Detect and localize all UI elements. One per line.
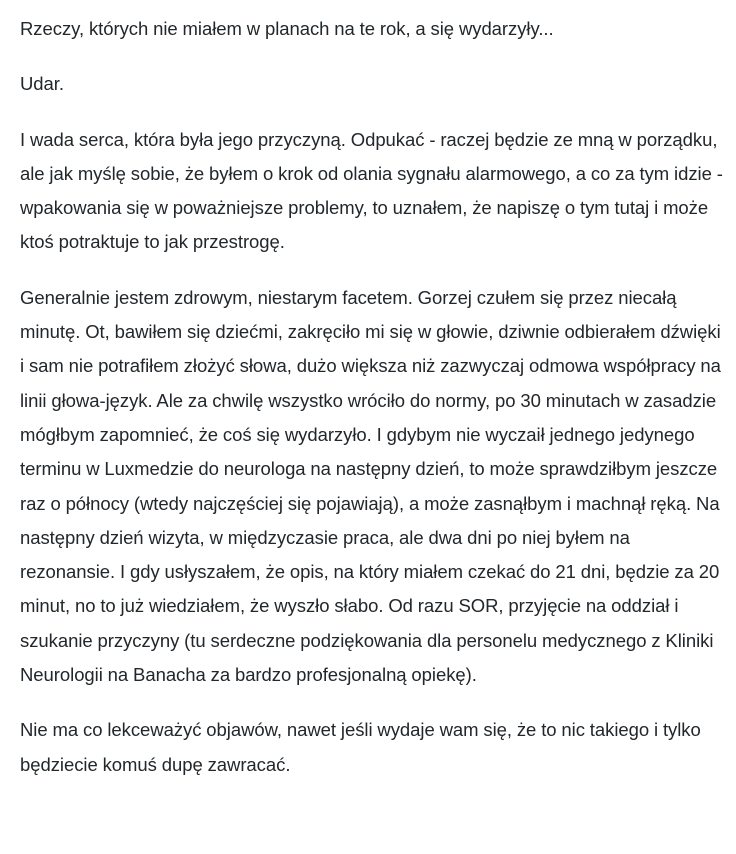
paragraph-intro: Rzeczy, których nie miałem w planach na te rok, a się wydarzyły... <box>20 18 554 39</box>
paragraph-story: Generalnie jestem zdrowym, niestarym facetem. Gorzej czułem się przez niecałą minutę. Ot, bawiłem się dziećmi, zakręciło mi się w głowie, dziwnie odbierałem dźwięki i sam nie potrafiłem złożyć słowa, dużo większa niż zazwyczaj odmowa współpracy na linii głowa-język. Ale za chwilę wszystko wróciło do normy, po 30 minutach w zasadzie mógłbym zapomnieć, że coś się wydarzyło. I gdybym nie wyczaił jednego jedynego terminu w Luxmedzie do neurologa na następny dzień, to może sprawdziłbym jeszcze raz o północy (wtedy najczęściej się pojawiają), a może zasnąłbym i machnął ręką. Na następny dzień wizyta, w międzyczasie praca, ale dwa dni po niej byłem na rezonansie. I gdy usłyszałem, że opis, na który miałem czekać do 21 dni, będzie za 20 minut, no to już wiedziałem, że wyszło słabo. Od razu SOR, przyjęcie na oddział i szukanie przyczyny (tu serdeczne podziękowania dla personelu medycznego z Kliniki Neurologii na Banacha za bardzo profesjonalną opiekę). <box>20 286 721 686</box>
paragraph-diagnosis: Udar. <box>20 73 64 95</box>
paragraph-warning: Nie ma co lekceważyć objawów, nawet jeśli wydaje wam się, że to nic takiego i tylko będziecie komuś dupę zawracać. <box>20 719 701 775</box>
paragraph-heart-defect: I wada serca, która była jego przyczyną. Odpukać - raczej będzie ze mną w porządku, ale jak myślę sobie, że byłem o krok od olania sygnału alarmowego, a co za tym idzie - wpakowania się w poważniejsze problemy, to uznałem, że napiszę o tym tutaj i może ktoś potraktuje to jak przestrogę. <box>20 128 723 253</box>
